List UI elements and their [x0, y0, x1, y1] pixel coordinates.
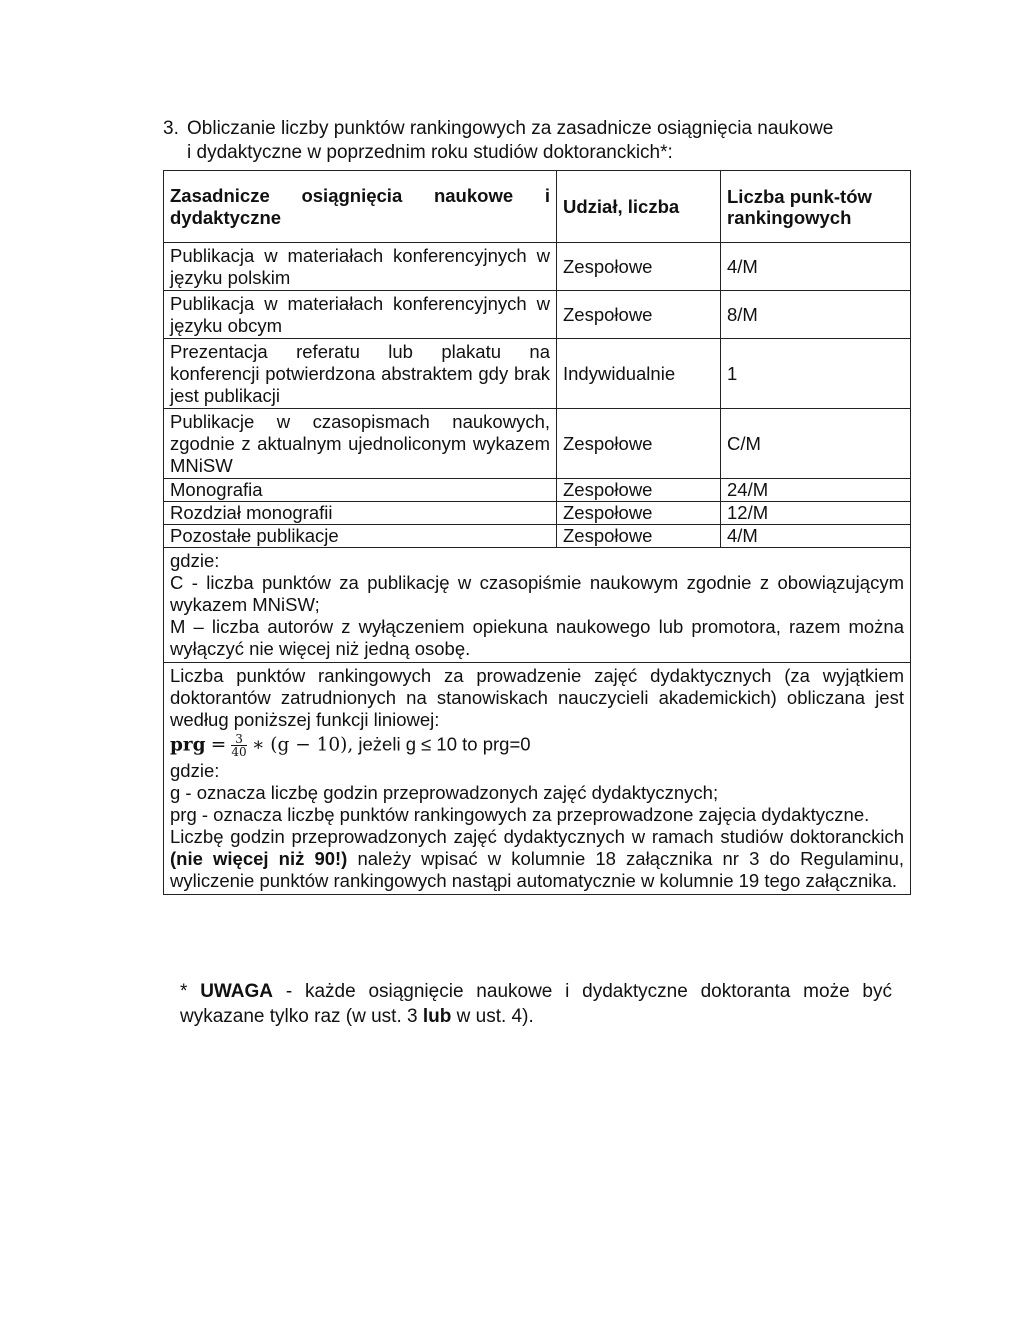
section-title-line1: Obliczanie liczby punktów rankingowych za zasadnicze osiągnięcia naukowe — [187, 118, 834, 139]
cell-share: Zespołowe — [557, 479, 721, 502]
footnote-text2: w ust. 4). — [456, 1006, 534, 1027]
footnote-star: * — [180, 981, 188, 1002]
cell-achievement: Publikacje w czasopismach naukowych, zgodnie z aktualnym ujednoliconym wykazem MNiSW — [164, 409, 557, 479]
cell-share: Zespołowe — [557, 291, 721, 339]
teaching-prg-definition: prg - oznacza liczbę punktów rankingowych za przeprowadzone zajęcia dydaktyczne. — [170, 804, 870, 825]
teaching-hours-note — [170, 826, 904, 892]
formula-lhs: prg — [170, 734, 206, 756]
table-row — [164, 502, 911, 525]
teaching-where: gdzie: — [170, 760, 220, 781]
header-achievement: Zasadnicze osiągnięcia naukowe i dydaktyczne — [164, 171, 557, 243]
cell-points: 4/M — [721, 243, 911, 291]
table-row — [164, 409, 911, 479]
teaching-row — [164, 663, 911, 895]
points-table — [163, 170, 911, 895]
legend-m-definition: M – liczba autorów z wyłączeniem opiekuna naukowego lub promotora, razem można wyłączyć nie więcej niż jedną osobę. — [170, 616, 904, 659]
cell-achievement: Publikacja w materiałach konferencyjnych w języku obcym — [164, 291, 557, 339]
cell-achievement: Prezentacja referatu lub plakatu na konferencji potwierdzona abstraktem gdy brak jest publikacji — [164, 339, 557, 409]
cell-achievement: Rozdział monografii — [164, 502, 557, 525]
legend-where: gdzie: — [170, 550, 220, 571]
table-row — [164, 339, 911, 409]
hours-text-bold: (nie więcej niż 90!) — [170, 848, 348, 869]
cell-share: Zespołowe — [557, 409, 721, 479]
teaching-cell — [164, 663, 911, 895]
formula-condition: jeżeli g ≤ 10 to prg=0 — [358, 733, 531, 755]
section-title-line2: i dydaktyczne w poprzednim roku studiów doktoranckich*: — [187, 142, 673, 163]
cell-share: Zespołowe — [557, 502, 721, 525]
footnote-warning-label: UWAGA — [200, 981, 274, 1002]
table-header-row — [164, 171, 911, 243]
section-number: 3. — [163, 118, 179, 139]
cell-points: 12/M — [721, 502, 911, 525]
cell-share: Zespołowe — [557, 243, 721, 291]
cell-share: Zespołowe — [557, 525, 721, 548]
table-row — [164, 479, 911, 502]
fraction-numerator: 3 — [231, 733, 246, 746]
legend-row — [164, 548, 911, 663]
teaching-formula — [170, 733, 904, 758]
cell-points: C/M — [721, 409, 911, 479]
cell-achievement: Publikacja w materiałach konferencyjnych w języku polskim — [164, 243, 557, 291]
cell-points: 1 — [721, 339, 911, 409]
cell-achievement: Monografia — [164, 479, 557, 502]
header-share: Udział, liczba — [557, 171, 721, 243]
fraction-denominator: 40 — [231, 745, 247, 759]
formula-fraction — [231, 733, 246, 758]
cell-achievement: Pozostałe publikacje — [164, 525, 557, 548]
cell-points: 24/M — [721, 479, 911, 502]
teaching-g-definition: g - oznacza liczbę godzin przeprowadzonych zajęć dydaktycznych; — [170, 782, 719, 803]
legend-cell — [164, 548, 911, 663]
footnote-bold-or: lub — [422, 1006, 452, 1027]
hours-text-post: należy wpisać w kolumnie 18 załącznika nr 3 do Regulaminu, wyliczenie punktów rankingowych nastąpi automatycznie w kolumnie 19 tego załącznika. — [170, 848, 905, 891]
table-row — [164, 525, 911, 548]
legend-c-definition: C - liczba punktów za publikację w czasopiśmie naukowym zgodnie z obowiązującym wykazem MNiSW; — [170, 572, 904, 615]
teaching-intro: Liczba punktów rankingowych za prowadzenie zajęć dydaktycznych (za wyjątkiem doktorantów zatrudnionych na stanowiskach nauczycieli akademickich) obliczana jest według poniższej funkcji liniowej: — [170, 665, 904, 730]
footnote — [180, 979, 892, 1029]
formula-rhs: ∗ (g − 10), — [251, 734, 354, 756]
formula-eq: = — [210, 734, 227, 756]
hours-text-pre: Liczbę godzin przeprowadzonych zajęć dydaktycznych w ramach studiów doktoranckich — [170, 826, 904, 847]
cell-share: Indywidualnie — [557, 339, 721, 409]
cell-points: 4/M — [721, 525, 911, 548]
cell-points: 8/M — [721, 291, 911, 339]
table-row — [164, 291, 911, 339]
section-heading — [163, 117, 908, 165]
footnote-text1: - każde osiągnięcie naukowe i dydaktyczne doktoranta może być wykazane tylko raz (w ust. 3 — [180, 981, 892, 1027]
header-points: Liczba punk-tów rankingowych — [721, 171, 911, 243]
table-row — [164, 243, 911, 291]
